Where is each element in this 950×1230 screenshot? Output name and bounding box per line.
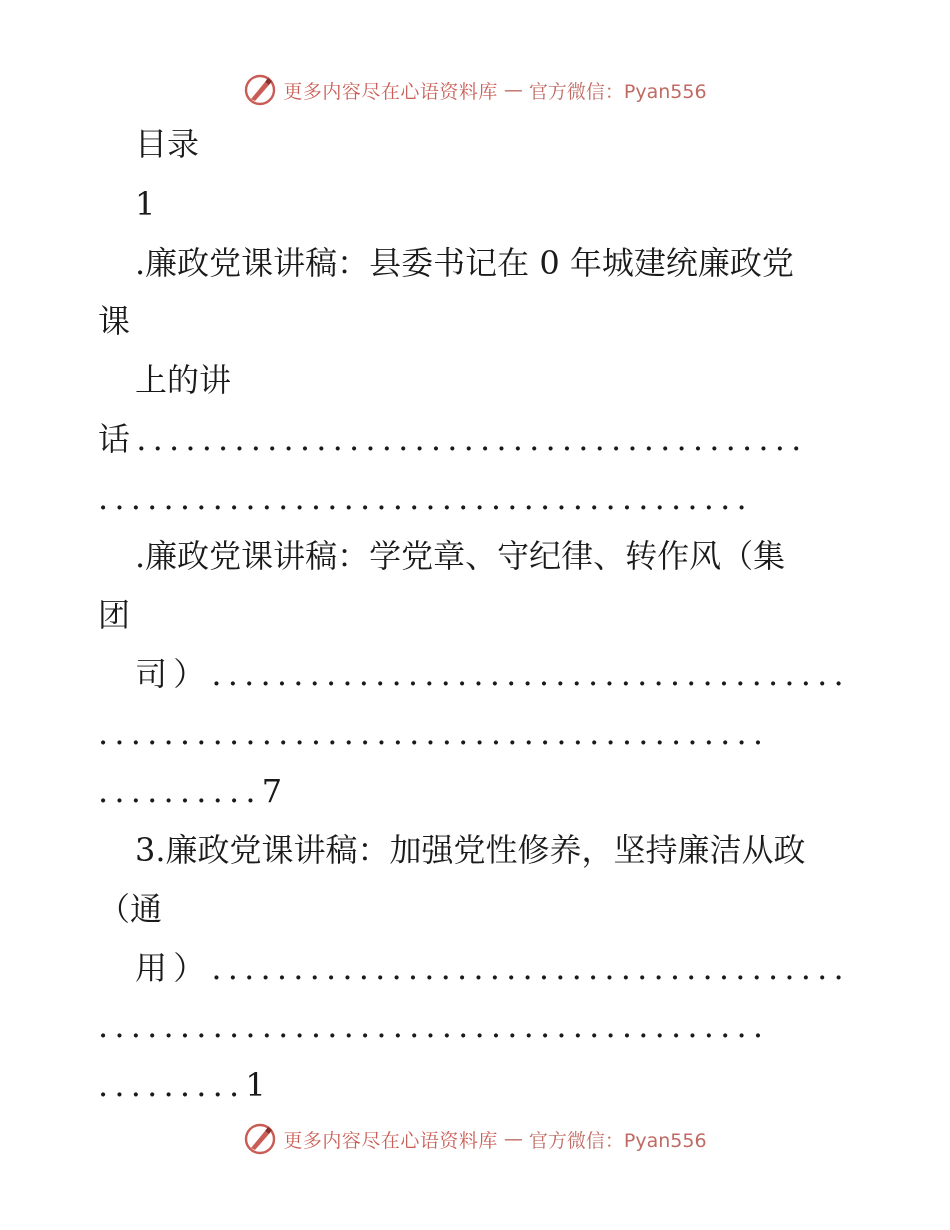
- toc-line: 话.........................................: [98, 420, 808, 458]
- toc-line: 上的讲: [135, 361, 232, 399]
- toc-line: （通: [98, 890, 163, 928]
- toc-line: .廉政党课讲稿：学党章、守纪律、转作风（集: [135, 537, 786, 575]
- toc-line: 团: [98, 596, 131, 634]
- watermark-dash: —: [503, 79, 523, 101]
- toc-line: 司）.......................................: [135, 655, 850, 693]
- watermark-sub-text: 官方微信：Pyan556: [528, 80, 707, 103]
- toc-line: .廉政党课讲稿：县委书记在 0 年城建统廉政党: [135, 244, 794, 282]
- toc-line: 用）.......................................: [135, 949, 850, 987]
- watermark-sub-text: 官方微信：Pyan556: [528, 1129, 707, 1152]
- toc-line: .........1: [98, 1066, 272, 1104]
- toc-line: 课: [98, 302, 131, 340]
- toc-line: 3.廉政党课讲稿：加强党性修养，坚持廉洁从政: [135, 831, 806, 869]
- toc-line: .........................................: [98, 714, 770, 752]
- toc-line: ..........7: [98, 772, 289, 810]
- toc-line: .........................................: [98, 1007, 770, 1045]
- toc-line: 1: [135, 185, 156, 223]
- footer-watermark: [0, 1119, 950, 1159]
- watermark-dash: —: [503, 1128, 523, 1150]
- toc-title: 目录: [135, 125, 200, 163]
- pen-logo-icon: [243, 1122, 277, 1156]
- watermark-main-text: 更多内容尽在心语资料库: [283, 80, 498, 103]
- toc-line: ........................................: [98, 479, 753, 517]
- watermark-main-text: 更多内容尽在心语资料库: [283, 1129, 498, 1152]
